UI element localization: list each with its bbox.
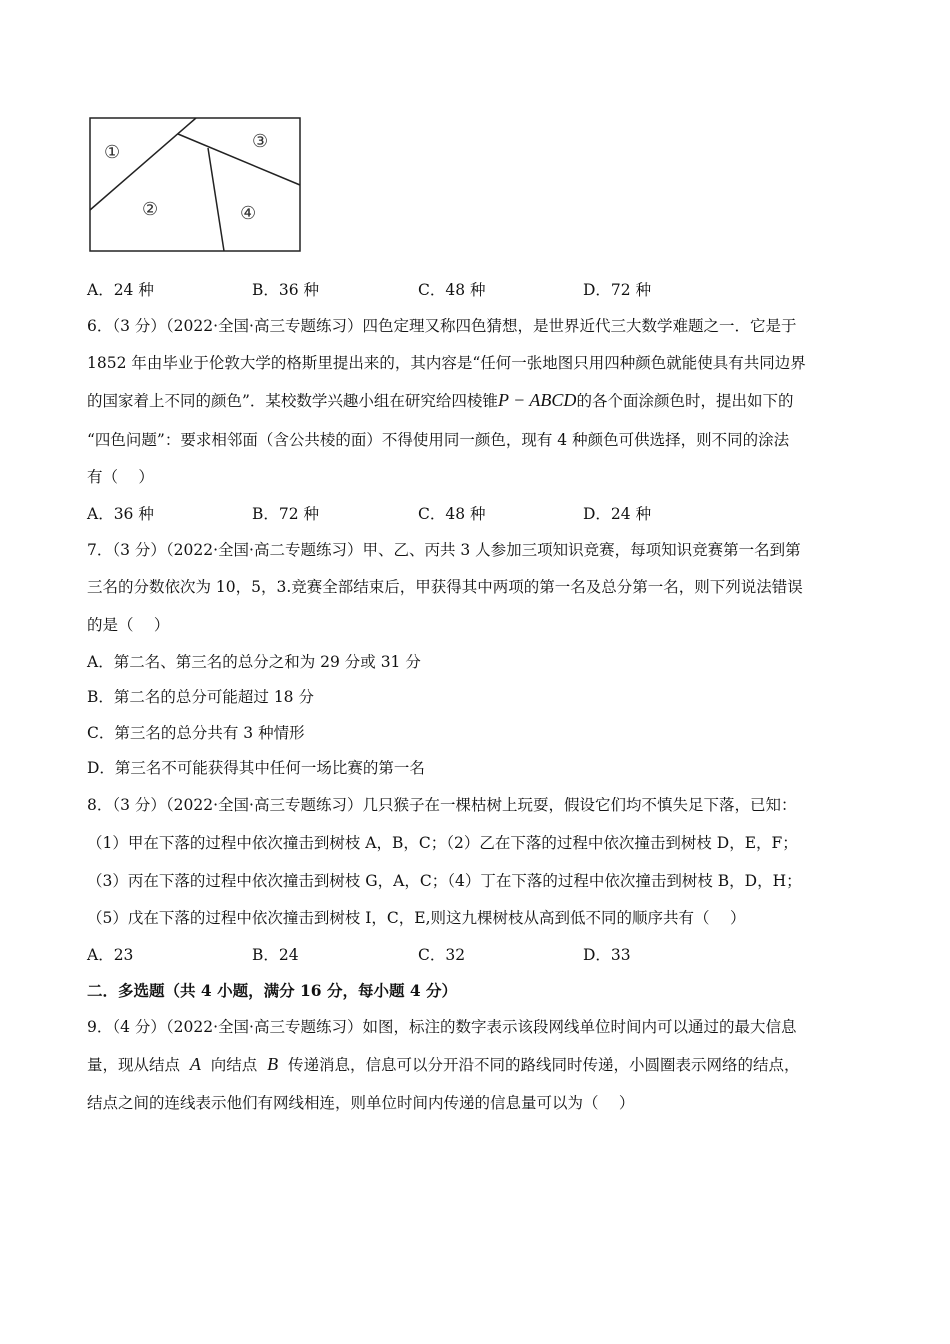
q7-option-d: D．第三名不可能获得其中任何一场比赛的第一名	[87, 759, 425, 777]
q9-line-1: 9．（4 分）（2022·全国·高三专题练习）如图，标注的数字表示该段网线单位时间内可以通过的最大信息	[87, 1018, 797, 1036]
q8-option-a: A．23	[87, 946, 134, 964]
q7-option-c: C．第三名的总分共有 3 种情形	[87, 724, 305, 742]
q6-line-5: 有（ ）	[87, 468, 154, 486]
map-figure	[88, 116, 302, 254]
q6-line-4: “四色问题”：要求相邻面（含公共棱的面）不得使用同一颜色，现有 4 种颜色可供选择，则不同的涂法	[87, 431, 790, 449]
q7-option-a: A．第二名、第三名的总分之和为 29 分或 31 分	[87, 653, 421, 671]
q5-option-a: A．24 种	[87, 281, 154, 299]
map-figure-svg	[88, 116, 302, 254]
map-border	[90, 118, 300, 251]
q8-line-2: （1）甲在下落的过程中依次撞击到树枝 A，B，C；（2）乙在下落的过程中依次撞击到树枝 D，E，F；	[87, 834, 798, 852]
q9-node-a: A	[189, 1054, 201, 1074]
q6-option-b: B．72 种	[252, 505, 320, 523]
q5-option-c: C．48 种	[418, 281, 486, 299]
q9-line-3: 结点之间的连线表示他们有网线相连，则单位时间内传递的信息量可以为（ ）	[87, 1094, 635, 1112]
q7-option-b: B．第二名的总分可能超过 18 分	[87, 688, 314, 706]
q8-line-4: （5）戊在下落的过程中依次撞击到树枝 I，C，E,则这九棵树枝从高到低不同的顺序共有（ ）	[87, 909, 746, 927]
region-label-3: ③	[252, 131, 269, 152]
section-2-heading: 二．多选题（共 4 小题，满分 16 分，每小题 4 分）	[87, 981, 458, 1000]
q9-line-2-part-a: 量，现从结点	[87, 1056, 181, 1074]
region-label-2: ②	[142, 199, 159, 220]
q6-line-3	[87, 390, 793, 411]
region-label-4: ④	[240, 203, 257, 224]
q6-line-1: 6．（3 分）（2022·全国·高三专题练习）四色定理又称四色猜想，是世界近代三大数学难题之一．它是于	[87, 317, 797, 335]
q9-line-2-part-c: 传递消息，信息可以分开沿不同的路线同时传递，小圆圈表示网络的结点，	[287, 1056, 800, 1074]
q5-option-d: D．72 种	[583, 281, 652, 299]
q9-line-2-part-b: 向结点	[210, 1056, 258, 1074]
q6-line-2: 1852 年由毕业于伦敦大学的格斯里提出来的，其内容是“任何一张地图只用四种颜色就能使具有共同边界	[87, 354, 806, 372]
map-boundary-3	[208, 148, 224, 251]
q9-line-2	[87, 1054, 799, 1075]
q6-option-a: A．36 种	[87, 505, 154, 523]
q7-line-3: 的是（ ）	[87, 616, 170, 634]
q6-option-d: D．24 种	[583, 505, 652, 523]
q7-line-1: 7．（3 分）（2022·全国·高二专题练习）甲、乙、丙共 3 人参加三项知识竞赛，每项知识竞赛第一名到第	[87, 541, 801, 559]
q8-option-b: B．24	[252, 946, 299, 964]
q9-node-b: B	[267, 1054, 279, 1074]
q8-option-d: D．33	[583, 946, 631, 964]
q6-option-c: C．48 种	[418, 505, 486, 523]
q5-option-b: B．36 种	[252, 281, 320, 299]
q6-line-3-pre: 的国家着上不同的颜色”．某校数学兴趣小组在研究给四棱锥	[87, 392, 498, 410]
q6-line-3-post: 的各个面涂颜色时，提出如下的	[576, 392, 794, 410]
q8-option-c: C．32	[418, 946, 466, 964]
q8-line-1: 8．（3 分）（2022·全国·高三专题练习）几只猴子在一棵枯树上玩耍，假设它们均不慎失足下落，已知：	[87, 796, 797, 814]
q8-line-3: （3）丙在下落的过程中依次撞击到树枝 G，A，C；（4）丁在下落的过程中依次撞击到树枝 B，D，H；	[87, 872, 802, 890]
q6-pyramid-formula: P − ABCD	[497, 390, 577, 410]
map-boundary-2	[178, 134, 300, 185]
region-label-1: ①	[104, 142, 121, 163]
map-boundary-1	[90, 118, 196, 210]
q7-line-2: 三名的分数依次为 10，5，3.竞赛全部结束后，甲获得其中两项的第一名及总分第一名，则下列说法错误	[87, 578, 803, 596]
